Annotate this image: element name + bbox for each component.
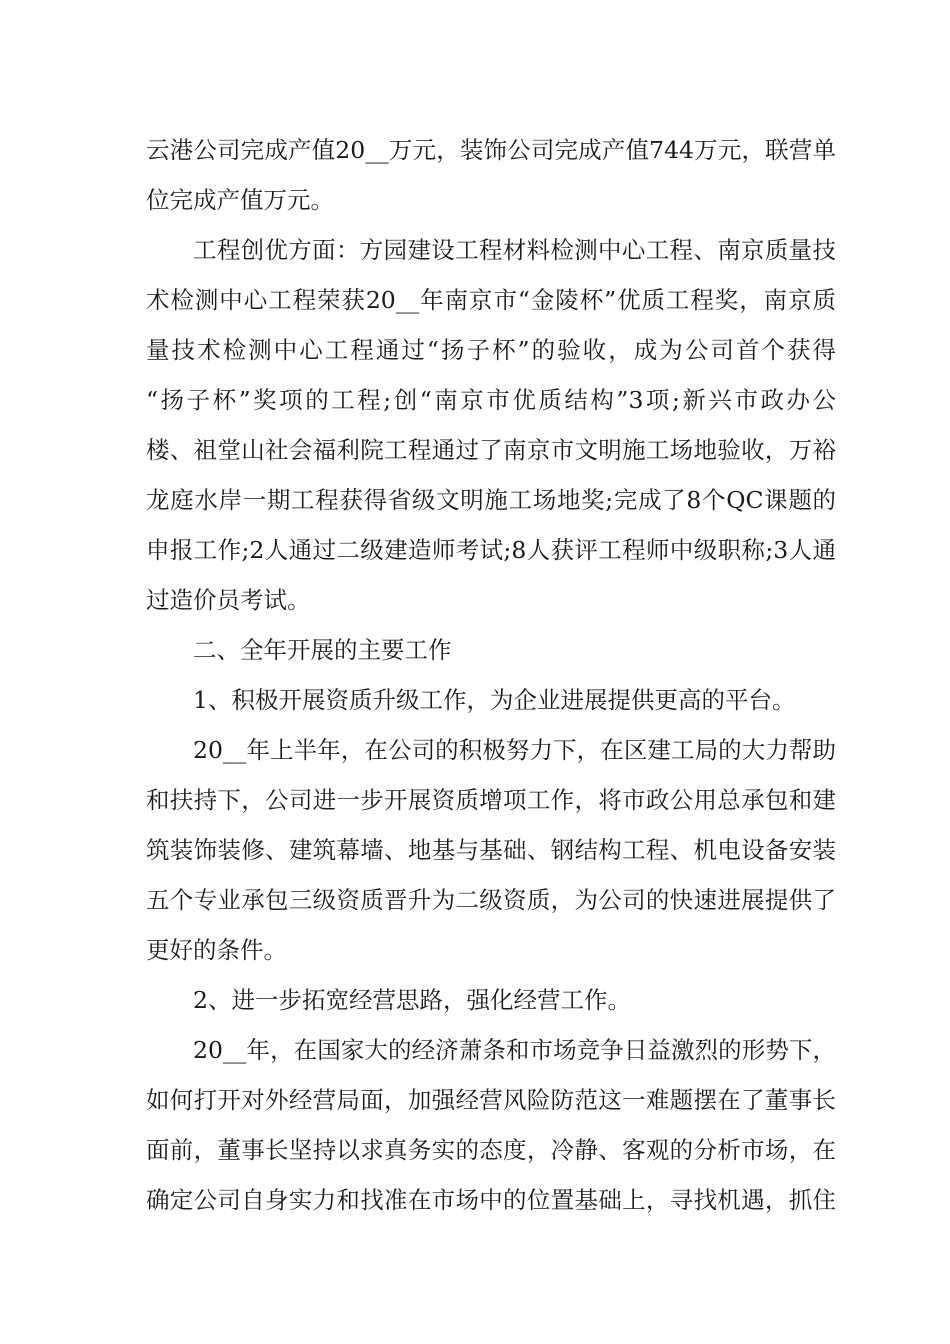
- text-line: 云港公司完成产值20__万元，装饰公司完成产值744万元，联营单: [146, 136, 836, 164]
- text-line: 面前，董事长坚持以求真务实的态度，冷静、客观的分析市场，在: [146, 1136, 836, 1164]
- text-line: 如何打开对外经营局面，加强经营风险防范这一难题摆在了董事长: [146, 1086, 836, 1114]
- text-line: 量技术检测中心工程通过“扬子杯”的验收，成为公司首个获得: [146, 336, 836, 364]
- paragraph-start-line: 工程创优方面：方园建设工程材料检测中心工程、南京质量技: [193, 236, 836, 264]
- text-line: 申报工作;2人通过二级建造师考试;8人获评工程师中级职称;3人通: [146, 536, 836, 564]
- text-line: 筑装饰装修、建筑幕墙、地基与基础、钢结构工程、机电设备安装: [146, 836, 836, 864]
- text-line: 确定公司自身实力和找准在市场中的位置基础上，寻找机遇，抓住: [146, 1186, 836, 1214]
- text-line: 五个专业承包三级资质晋升为二级资质，为公司的快速进展提供了: [146, 886, 836, 914]
- text-line: 位完成产值万元。: [146, 186, 334, 214]
- section-heading: 二、全年开展的主要工作: [193, 636, 452, 664]
- text-line: 过造价员考试。: [146, 586, 311, 614]
- subsection-heading: 1、积极开展资质升级工作，为企业进展提供更高的平台。: [193, 686, 796, 714]
- text-line: “扬子杯”奖项的工程;创“南京市优质结构”3项;新兴市政办公: [146, 386, 836, 414]
- text-line: 术检测中心工程荣获20__年南京市“金陵杯”优质工程奖，南京质: [146, 286, 836, 314]
- paragraph-start-line: 20__年上半年，在公司的积极努力下，在区建工局的大力帮助: [193, 736, 836, 764]
- text-line: 楼、祖堂山社会福利院工程通过了南京市文明施工场地验收，万裕: [146, 436, 836, 464]
- text-line: 龙庭水岸一期工程获得省级文明施工场地奖;完成了8个QC课题的: [146, 486, 836, 514]
- paragraph-start-line: 20__年，在国家大的经济萧条和市场竞争日益激烈的形势下，: [193, 1036, 836, 1064]
- text-line: 更好的条件。: [146, 936, 287, 964]
- subsection-heading: 2、进一步拓宽经营思路，强化经营工作。: [193, 986, 631, 1014]
- text-line: 和扶持下，公司进一步开展资质增项工作，将市政公用总承包和建: [146, 786, 836, 814]
